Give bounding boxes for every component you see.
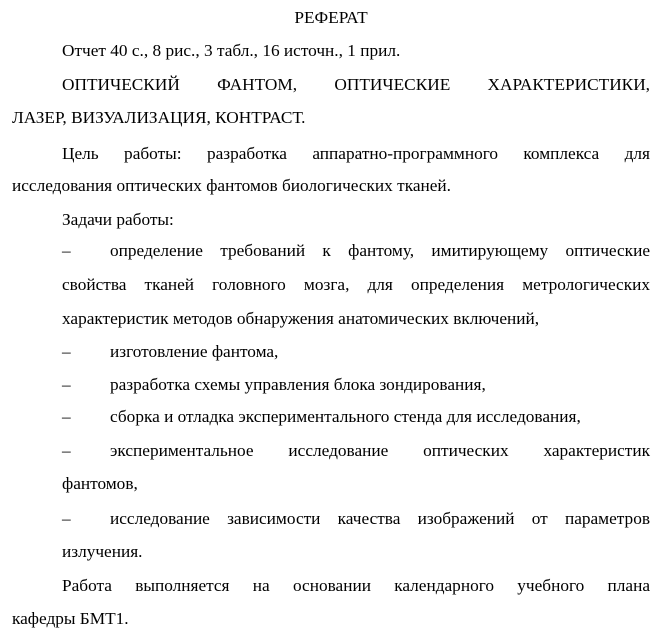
keywords-line-2: ЛАЗЕР, ВИЗУАЛИЗАЦИЯ, КОНТРАСТ. <box>12 108 306 127</box>
task-5-line-1: экспериментальное исследование оптических характеристик <box>110 441 650 460</box>
basis-line-1: Работа выполняется на основании календарного учебного плана <box>62 576 650 595</box>
task-6-line-1: исследование зависимости качества изображений от параметров <box>110 509 650 528</box>
task-1-line-1: определение требований к фантому, имитирующему оптические <box>110 241 650 260</box>
task-2-line-1: изготовление фантома, <box>110 342 279 361</box>
task-4-line-1: сборка и отладка экспериментального стенда для исследования, <box>110 407 581 426</box>
task-dash: – <box>62 441 71 460</box>
task-dash: – <box>62 342 71 361</box>
goal-line-2: исследования оптических фантомов биологических тканей. <box>12 176 451 195</box>
task-1-line-2: свойства тканей головного мозга, для определения метрологических <box>62 275 650 294</box>
keywords-line-1: ОПТИЧЕСКИЙ ФАНТОМ, ОПТИЧЕСКИЕ ХАРАКТЕРИСТИКИ, <box>62 75 650 94</box>
task-6-line-2: излучения. <box>62 542 143 561</box>
task-3-line-1: разработка схемы управления блока зондирования, <box>110 375 486 394</box>
basis-line-2: кафедры БМТ1. <box>12 609 129 628</box>
task-dash: – <box>62 407 71 426</box>
summary-line: Отчет 40 с., 8 рис., 3 табл., 16 источн., 1 прил. <box>62 41 401 60</box>
tasks-heading: Задачи работы: <box>62 210 174 229</box>
task-dash: – <box>62 241 71 260</box>
task-1-line-3: характеристик методов обнаружения анатомических включений, <box>62 309 540 328</box>
task-dash: – <box>62 375 71 394</box>
page-title: РЕФЕРАТ <box>294 8 368 27</box>
task-dash: – <box>62 509 71 528</box>
task-5-line-2: фантомов, <box>62 474 138 493</box>
goal-line-1: Цель работы: разработка аппаратно-программного комплекса для <box>62 144 650 163</box>
